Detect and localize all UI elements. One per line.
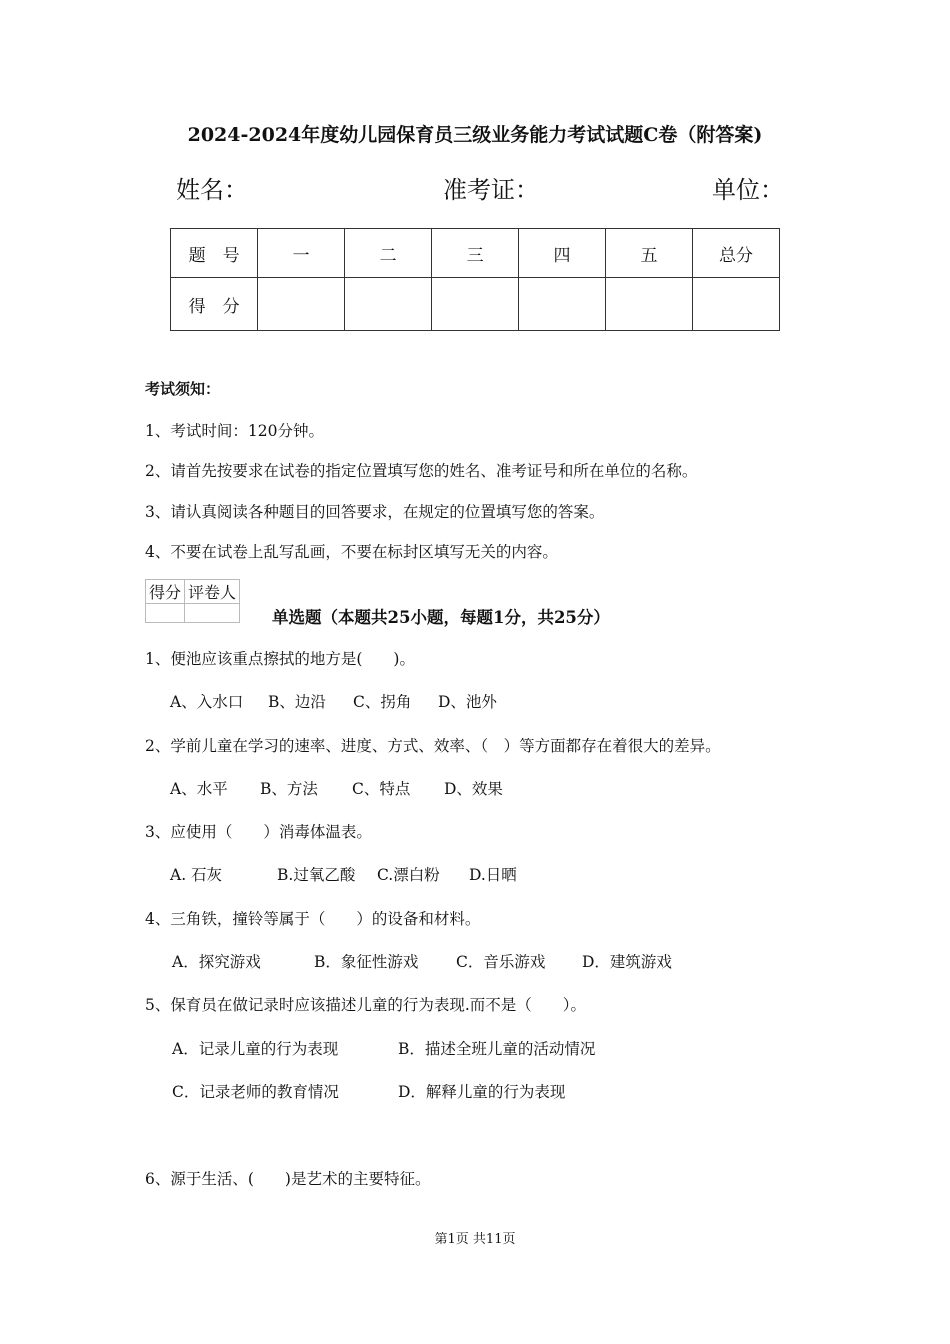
document-title: 2024-2024年度幼儿园保育员三级业务能力考试试题C卷（附答案) <box>187 124 763 146</box>
question-stem: 2、学前儿童在学习的速率、进度、方式、效率、（ ）等方面都存在着很大的差异。 <box>145 737 721 755</box>
question-option[interactable]: A．记录儿童的行为表现 <box>172 1040 339 1058</box>
question-option[interactable]: A、入水口 <box>170 693 244 711</box>
notice-item: 2、请首先按要求在试卷的指定位置填写您的姓名、准考证号和所在单位的名称。 <box>145 462 698 480</box>
question-stem: 1、便池应该重点擦拭的地方是( )。 <box>145 650 415 668</box>
question-option[interactable]: A. 石灰 <box>170 866 223 884</box>
score-cell[interactable] <box>519 278 606 331</box>
grader-box-grader-label: 评卷人 <box>185 580 240 604</box>
score-cell[interactable] <box>606 278 693 331</box>
exam-id-field-label: 准考证： <box>443 176 539 204</box>
question-option[interactable]: B．描述全班儿童的活动情况 <box>398 1040 596 1058</box>
score-table-header-cell: 四 <box>519 229 606 278</box>
question-option[interactable]: D.日晒 <box>469 866 517 884</box>
grader-box-score-label: 得分 <box>146 580 185 604</box>
score-table-header-cell: 题 号 <box>171 229 258 278</box>
notice-item: 3、请认真阅读各种题目的回答要求，在规定的位置填写您的答案。 <box>145 503 605 521</box>
score-cell[interactable] <box>345 278 432 331</box>
score-table-header-cell: 二 <box>345 229 432 278</box>
score-cell[interactable] <box>258 278 345 331</box>
question-option[interactable]: D．建筑游戏 <box>582 953 672 971</box>
page-footer: 第1页 共11页 <box>434 1232 516 1247</box>
score-cell[interactable] <box>432 278 519 331</box>
question-option[interactable]: B.过氧乙酸 <box>277 866 356 884</box>
section-title: 单选题（本题共25小题，每题1分，共25分） <box>272 608 610 627</box>
question-option[interactable]: A、水平 <box>170 780 228 798</box>
notice-item: 4、不要在试卷上乱写乱画，不要在标封区填写无关的内容。 <box>145 543 558 561</box>
question-option[interactable]: D．解释儿童的行为表现 <box>398 1083 566 1101</box>
score-row-label: 得 分 <box>171 278 258 331</box>
question-option[interactable]: C．记录老师的教育情况 <box>172 1083 339 1101</box>
grader-box <box>145 579 240 623</box>
score-cell[interactable] <box>692 278 779 331</box>
question-option[interactable]: C.漂白粉 <box>377 866 440 884</box>
score-table-header-cell: 一 <box>258 229 345 278</box>
question-option[interactable]: C、特点 <box>352 780 411 798</box>
question-option[interactable]: C、拐角 <box>353 693 412 711</box>
unit-field-label: 单位： <box>712 176 784 204</box>
question-option[interactable]: A．探究游戏 <box>172 953 261 971</box>
question-option[interactable]: D、池外 <box>438 693 497 711</box>
score-table <box>170 228 780 331</box>
question-option[interactable]: B、方法 <box>260 780 318 798</box>
question-option[interactable]: C．音乐游戏 <box>456 953 546 971</box>
score-table-score-row <box>171 278 780 331</box>
notice-heading: 考试须知： <box>145 380 221 398</box>
score-table-header-cell: 总分 <box>692 229 779 278</box>
grader-box-score-cell[interactable] <box>146 604 185 623</box>
question-stem: 6、源于生活、( )是艺术的主要特征。 <box>145 1170 431 1188</box>
question-option[interactable]: D、效果 <box>444 780 503 798</box>
question-option[interactable]: B、边沿 <box>268 693 326 711</box>
question-option[interactable]: B．象征性游戏 <box>314 953 419 971</box>
score-table-header-cell: 五 <box>606 229 693 278</box>
score-table-header-cell: 三 <box>432 229 519 278</box>
name-field-label: 姓名： <box>176 176 248 204</box>
question-stem: 4、三角铁，撞铃等属于（ ）的设备和材料。 <box>145 910 481 928</box>
grader-box-grader-cell[interactable] <box>185 604 240 623</box>
question-stem: 5、保育员在做记录时应该描述儿童的行为表现.而不是（ ）。 <box>145 996 587 1014</box>
score-table-header-row <box>171 229 780 278</box>
notice-item: 1、考试时间：120分钟。 <box>145 422 324 440</box>
question-stem: 3、应使用（ ）消毒体温表。 <box>145 823 372 841</box>
